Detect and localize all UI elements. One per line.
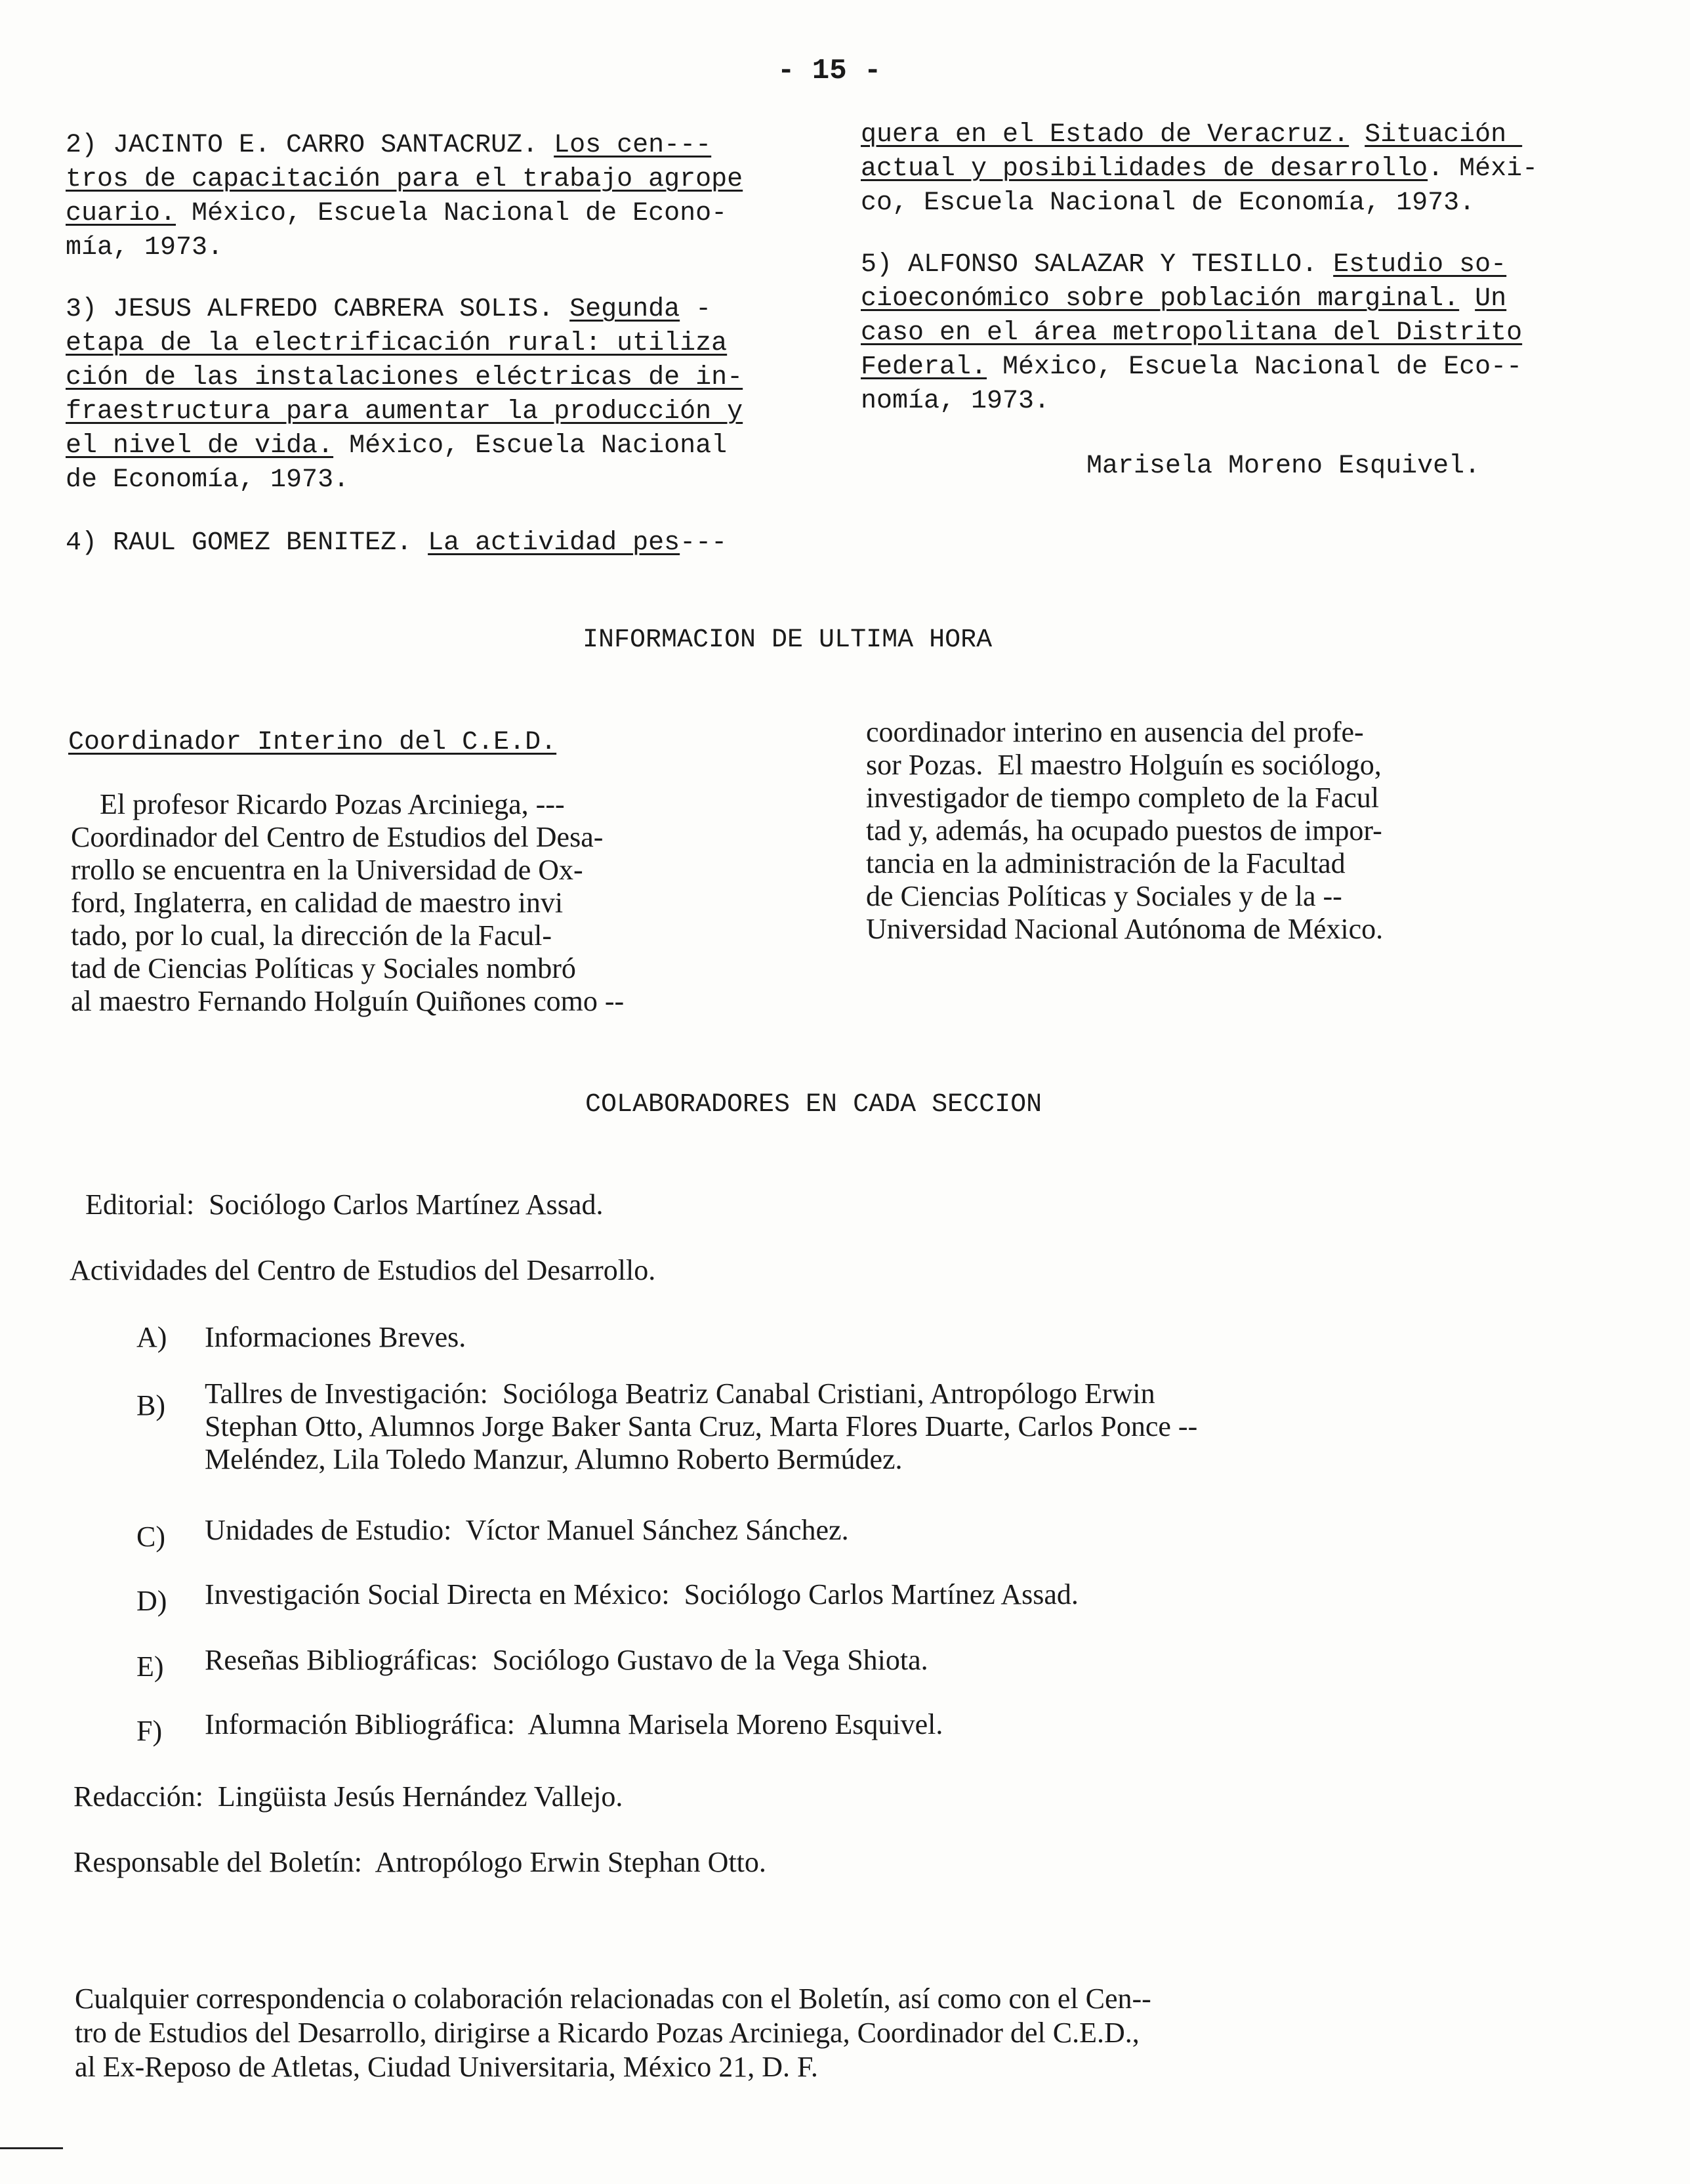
bib-item-5-title-2: cioeconómico sobre población marginal.: [861, 284, 1460, 314]
item-resenas: Reseñas Bibliográficas: Sociólogo Gustavo de la Vega Shiota.: [205, 1644, 928, 1676]
bib-item-4-publisher-cont: co, Escuela Nacional de Economía, 1973.: [861, 188, 1475, 218]
signature: Marisela Moreno Esquivel.: [1086, 452, 1481, 481]
bib-item-3-title-5: el nivel de vida.: [66, 431, 334, 461]
footer-line: tro de Estudios del Desarrollo, dirigirse a Ricardo Pozas Arciniega, Coordinador del C.E.D.,: [75, 2017, 1140, 2049]
hyphen: -: [680, 295, 712, 324]
item-letter: B): [136, 1389, 165, 1421]
bib-item-2-title-end: cuario.: [66, 199, 176, 228]
item-talleres-line: Tallres de Investigación: Socióloga Beatriz Canabal Cristiani, Antropólogo Erwin: [205, 1377, 1155, 1410]
bib-item-5-publisher: México, Escuela Nacional de Eco--: [987, 352, 1523, 382]
section-heading-colaboradores: COLABORADORES EN CADA SECCION: [585, 1090, 1042, 1120]
redaccion-credit: Redacción: Lingüista Jesús Hernández Vallejo.: [73, 1780, 623, 1813]
news-right-line: sor Pozas. El maestro Holguín es sociólogo,: [866, 749, 1382, 781]
bib-item-4-title-cont: quera en el Estado de Veracruz.: [861, 120, 1350, 150]
item-investigacion: Investigación Social Directa en México: Sociólogo Carlos Martínez Assad.: [205, 1578, 1079, 1610]
bib-item-4-title-cont-3: actual y posibilidades de desarrollo: [861, 154, 1428, 184]
bib-item-2-title-cont: tros de capacitación para el trabajo agrope: [66, 165, 743, 194]
item-informacion-bib: Información Bibliográfica: Alumna Marisela Moreno Esquivel.: [205, 1708, 943, 1740]
bib-item-4-title-cont-2: Situación: [1365, 120, 1523, 150]
space: [1349, 120, 1365, 150]
item-letter: C): [136, 1521, 165, 1553]
page-number: - 15 -: [777, 54, 882, 87]
bib-item-2-title: Los cen---: [554, 131, 712, 160]
item-talleres-line: Meléndez, Lila Toledo Manzur, Alumno Roberto Bermúdez.: [205, 1443, 903, 1475]
section-heading-ultima-hora: INFORMACION DE ULTIMA HORA: [583, 625, 993, 655]
news-right-line: tad y, además, ha ocupado puestos de impor-: [866, 814, 1382, 847]
bib-item-5-title: Estudio so-: [1333, 250, 1507, 280]
news-left-line: ford, Inglaterra, en calidad de maestro invi: [71, 887, 564, 919]
bib-item-5-author: 5) ALFONSO SALAZAR Y TESILLO.: [861, 250, 1334, 280]
item-unidades: Unidades de Estudio: Víctor Manuel Sánchez Sánchez.: [205, 1514, 849, 1546]
item-letter: D): [136, 1585, 167, 1617]
bib-item-4-publisher: . Méxi-: [1428, 154, 1538, 184]
news-left-line: rrollo se encuentra en la Universidad de Ox-: [71, 854, 583, 886]
bib-item-4-title: La actividad pes: [428, 528, 680, 558]
bib-item-3-author: 3) JESUS ALFREDO CABRERA SOLIS.: [66, 295, 570, 324]
bib-item-4-author: 4) RAUL GOMEZ BENITEZ.: [66, 528, 428, 558]
item-informaciones-breves: Informaciones Breves.: [205, 1321, 466, 1353]
news-right-line: investigador de tiempo completo de la Facul: [866, 782, 1380, 814]
bib-item-3-title-2: etapa de la electrificación rural: utiliza: [66, 329, 728, 358]
news-right-line: tancia en la administración de la Facultad: [866, 847, 1346, 879]
footer-line: al Ex-Reposo de Atletas, Ciudad Universitaria, México 21, D. F.: [75, 2051, 818, 2083]
bib-item-3-publisher: México, Escuela Nacional: [333, 431, 728, 461]
bib-item-5-title-3: caso en el área metropolitana del Distrito: [861, 318, 1523, 348]
news-right-line: de Ciencias Políticas y Sociales y de la --: [866, 880, 1342, 912]
news-right-line: coordinador interino en ausencia del profe-: [866, 716, 1364, 748]
bottom-rule: [0, 2147, 63, 2149]
bib-item-5-year: nomía, 1973.: [861, 387, 1050, 416]
item-letter: F): [136, 1715, 163, 1747]
actividades-heading: Actividades del Centro de Estudios del Desarrollo.: [70, 1254, 656, 1286]
news-right-line: Universidad Nacional Autónoma de México.: [866, 913, 1384, 945]
bib-item-3-title-3: ción de las instalaciones eléctricas de in-: [66, 363, 743, 392]
bib-item-2-year: mía, 1973.: [66, 233, 224, 262]
bib-item-5-title-2b: Un: [1475, 284, 1507, 314]
space: [1459, 284, 1475, 314]
hyphen: ---: [680, 528, 728, 558]
editorial-credit: Editorial: Sociólogo Carlos Martínez Assad.: [85, 1188, 604, 1221]
news-left-line: tado, por lo cual, la dirección de la Facul-: [71, 919, 552, 952]
bib-item-2-author: 2) JACINTO E. CARRO SANTACRUZ.: [66, 131, 554, 160]
item-talleres-line: Stephan Otto, Alumnos Jorge Baker Santa Cruz, Marta Flores Duarte, Carlos Ponce --: [205, 1410, 1198, 1442]
bib-item-2-publisher: México, Escuela Nacional de Econo-: [176, 199, 728, 228]
footer-line: Cualquier correspondencia o colaboración relacionadas con el Boletín, así como con el Cen--: [75, 1983, 1151, 2015]
item-letter: E): [136, 1650, 164, 1683]
news-left-line: al maestro Fernando Holguín Quiñones como --: [71, 985, 625, 1017]
news-left-line: Coordinador del Centro de Estudios del Desa-: [71, 821, 604, 853]
bib-item-3-title-4: fraestructura para aumentar la producción y: [66, 397, 743, 427]
item-letter: A): [136, 1321, 167, 1353]
responsable-credit: Responsable del Boletín: Antropólogo Erwin Stephan Otto.: [73, 1846, 766, 1878]
subheading-coordinador: Coordinador Interino del C.E.D.: [68, 728, 557, 757]
bib-item-3-title: Segunda: [569, 295, 680, 324]
bib-item-3-year: de Economía, 1973.: [66, 465, 350, 495]
news-left-line: tad de Ciencias Políticas y Sociales nombró: [71, 952, 576, 984]
bib-item-5-title-4: Federal.: [861, 352, 987, 382]
news-left-line: El profesor Ricardo Pozas Arciniega, ---: [71, 788, 565, 820]
